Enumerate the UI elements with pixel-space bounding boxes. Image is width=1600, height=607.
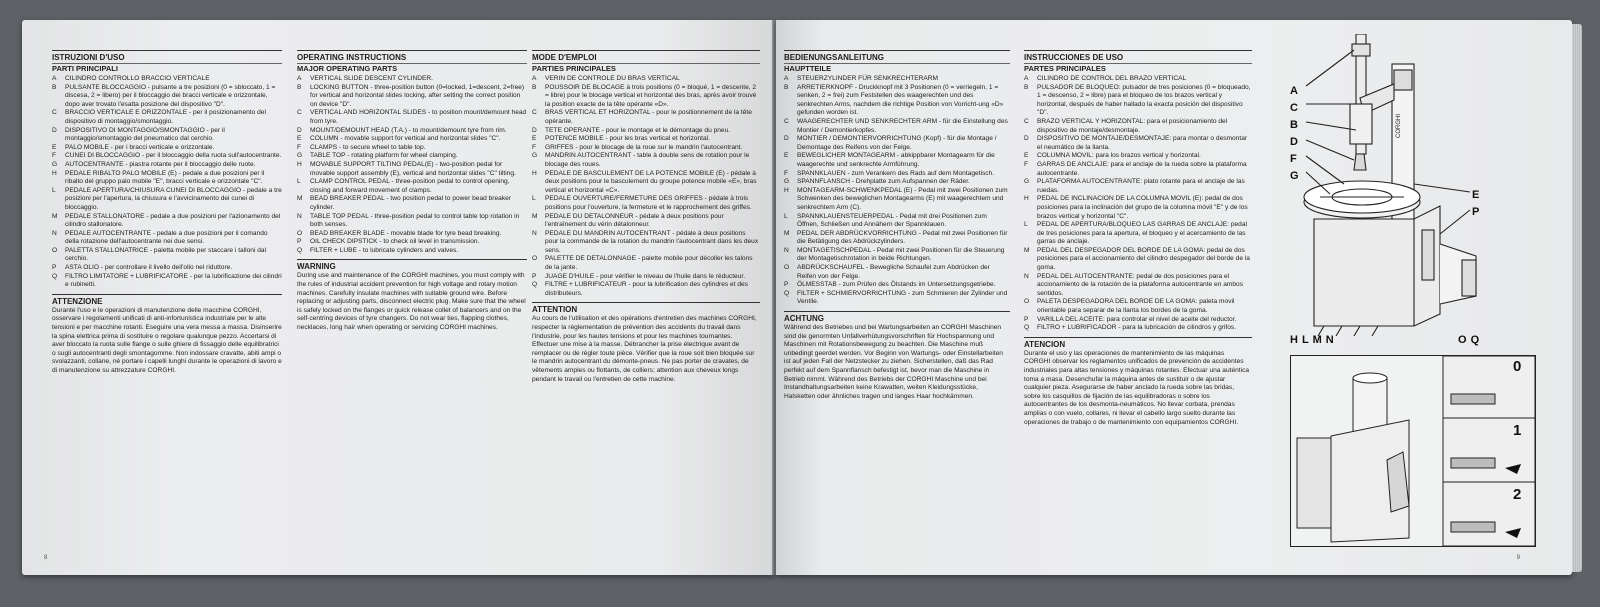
part-letter: B [52,83,57,91]
parts-list-item [1024,178,1252,195]
part-letter: Q [297,246,303,254]
warning-heading: ATENCION [1024,337,1252,350]
tyre-changer-illustration [1290,34,1486,344]
part-description: BRACCIO VERTICALE E ORIZZONTALE - per il posizionamento del dispositivo di montaggio/smontaggio. [65,109,266,125]
part-description: PEDALE DU DETALONNEUR - pédale à deux positions pour l'entraînement du vérin détalonneur. [545,212,724,229]
part-letter: N [297,212,302,220]
part-letter: G [1024,178,1030,186]
part-letter: C [784,117,789,125]
part-description: SPANNKLAUENSTEUERPEDAL - Pedal mit drei Positionen zum Öffnen, Schließen und Annähern der Spannklauen. [797,212,987,229]
parts-list-item [297,213,527,230]
parts-list-item [1024,316,1252,325]
part-letter: G [52,160,58,168]
part-letter: C [52,109,57,117]
part-description: BRAZO VERTICAL Y HORIZONTAL: para el posicionamiento del dispositivo de montaje/desmontaje. [1037,117,1228,134]
part-letter: F [784,169,789,177]
parts-list-item [297,84,527,110]
column-spanish [1024,50,1252,427]
part-letter: P [1024,315,1029,323]
parts-list-item [297,144,527,153]
part-letter: M [1024,246,1030,254]
part-letter: G [784,178,790,186]
part-letter: N [1024,272,1029,280]
warning-text: Durante l'uso e le operazioni di manutenzione delle macchine CORGHI, osservare i regolamenti unificati di anti-infortunistica industriale per le alte tensioni e per macchine rotanti. Eseguire una vera messa a massa. Disinserire la spina elettrica prima di sostituire o regolare qualunque pezzo. Accertarsi di aver bloccato la ruota sulle flange o sulle ghiere di fissaggio delle equilibratrici o sugli autocentranti degli smontagomme. Non indossare cravatte, abiti ampi o svolazzanti, collane, né portare i capelli lunghi durante le operazioni di lavoro e di manutenzione su attrezzature CORGHI. [52,306,282,374]
part-description: BRAS VERTICAL ET HORIZONTAL - pour le positionnement de la tête opérante. [545,109,752,125]
part-description: PEDALE AUTOCENTRANTE - pedale a due posizioni per il comando della rotazione dell'autocentrante nei due sensi. [65,229,268,246]
parts-list-item [297,247,527,256]
part-description: BEAD BREAKER PEDAL - two position pedal to power bead breaker cylinder. [310,195,511,211]
part-letter: D [784,135,789,143]
part-letter: L [52,186,56,194]
figure-labels-bottom-right: O Q [1458,334,1480,346]
part-description: OIL CHECK DIPSTICK - to check oil level in transmission. [310,238,480,246]
parts-list-item [52,127,282,144]
column-heading: INSTRUCCIONES DE USO [1024,50,1252,63]
column-english [297,50,527,333]
label-g: G [1290,170,1299,182]
parts-list-item [52,109,282,126]
warning-text: Während des Betriebes und bei Wartungsarbeiten an CORGHI Maschinen sind die genormten Unfallverhütungsvorschriften für Hochspannung und Maschinen mit Rotationsbewegung zu beachten. Die Maschine muß unbedingt geerdet werden. Vor Beginn von Wartungs- oder Einstellarbeiten ist auf jeden Fall der Netzstecker zu ziehen. Sicherstellen, daß das Rad perfekt auf dem Spannflansch befestigt ist, bevor man die Maschine in Betrieb nimmt. Während des Betriebs der CORGHI Maschine und bei Instandhaltungsarbeiten keine Krawatten, weiten Kleidungsstücke, Halsketten oder ähnliches tragen und langes Haar hochkämmen. [784,324,1003,400]
parts-list [297,75,527,255]
part-description: POTENCE MOBILE - pour les bras vertical et horizontal. [545,135,710,143]
label-c: C [1290,102,1298,114]
part-description: FILTRO LIMITATORE + LUBRIFICATORE - per la lubrificazione dei cilindri e rubinetti. [65,272,282,289]
parts-list-item [297,238,527,247]
part-description: PALO MOBILE - per i bracci verticale e orizzontale. [65,143,215,151]
column-heading: ISTRUZIONI D'USO [52,50,282,63]
warning-text: Au cours de l'utilisation et des opérations d'entretien des machines CORGHI, respecter la réglementation de prévention des accidents du travail dans l'industrie, pour les hautes tensions et pour les machines tournantes. Effectuer une mise à la masse. Débrancher la prise électrique avant de remplacer ou de régler toute pièce. Vérifier que la roue soit bien bloquée sur le mandrin autocentrant du démonte-pneus. Ne pas porter de cravates, de vêtements amples ou flottants, de colliers; attention aux cheveux longs pendant le travail ou l'entretien de cette machine. [532,315,757,383]
warning-heading: ATTENTION [532,302,760,315]
parts-list [784,75,1010,307]
parts-list-item [784,264,1010,281]
parts-list-item [297,178,527,195]
figure-labels-left [1290,83,1304,185]
part-description: FILTER + LUBE - to lubricate cylinders and valves. [310,246,459,254]
part-letter: G [297,152,303,160]
left-page [22,20,774,575]
part-letter: D [297,126,302,134]
part-description: AUTOCENTRANTE - piastra rotante per il bloccaggio delle ruote. [65,160,256,168]
part-description: MOVABLE SUPPORT TILTING PEDAL(E) - two-position pedal for movable support assembly (E), vertical and horizontal slides "C" tilting. [310,160,516,177]
part-letter: N [784,246,789,254]
part-letter: P [297,238,302,246]
part-description: FILTRO + LUBRIFICADOR - para la lubricación de cilindros y grifos. [1037,324,1237,332]
parts-list-item [532,255,760,272]
part-description: CLAMPS - to secure wheel to table top. [310,143,426,151]
parts-list-item [532,127,760,136]
part-letter: F [297,143,302,151]
parts-list-item [784,187,1010,213]
part-letter: D [1024,135,1029,143]
part-letter: A [784,75,789,82]
part-description: VARILLA DEL ACEITE: para controlar el nivel de aceite del reductor. [1037,315,1237,323]
part-letter: Q [532,281,538,289]
part-letter: F [532,143,537,151]
part-description: TETE OPERANTE - pour le montage et le démontage du pneu. [545,126,731,134]
parts-list-item [532,109,760,126]
parts-list-item [297,109,527,126]
warning-heading: ACHTUNG [784,311,1010,324]
parts-list-item [1024,161,1252,178]
part-letter: Q [1024,324,1030,332]
parts-list-item [1024,118,1252,135]
part-description: PULSANTE BLOCCAGGIO - pulsante a tre posizioni (0 = sbloccato, 1 = discesa, 2 = libero) per il bloccaggio dei bracci verticale e orizzontale, dopo aver trovato l'esatta posizione del dispositivo "D". [65,83,276,108]
part-letter: E [52,143,57,151]
parts-list-item [784,247,1010,264]
part-letter: B [1024,83,1029,91]
part-description: PEDAL DEL AUTOCENTRANTE: pedal de dos posiciones para el accionamiento de la rotación de la plataforma autocentrante en ambos sentidos. [1037,272,1243,297]
label-e: E [1472,189,1480,201]
parts-list [1024,75,1252,333]
part-letter: M [52,212,58,220]
parts-list-item [52,247,282,264]
page-number-right: 9 [1516,555,1520,561]
parts-list-item [1024,84,1252,118]
part-description: MONTAGETISCHPEDAL - Pedal mit zwei Positionen für die Steuerung der Montagetischrotation in beide Richtungen. [797,246,1005,263]
part-description: TABLE TOP - rotating platform for wheel clamping. [310,152,458,160]
parts-list-item [784,118,1010,135]
parts-list-item [1024,324,1252,333]
parts-list-item [532,230,760,256]
part-description: DISPOSITIVO DE MONTAJE/DESMONTAJE: para montar o desmontar el neumático de la llanta. [1037,135,1248,151]
part-description: MONTIER / DEMONTIERVORRICHTUNG (Kopf) - für die Montage / Demontage des Reifens von der Felge. [797,135,997,151]
part-letter: C [297,109,302,117]
part-description: VERTICAL AND HORIZONTAL SLIDES - to position mount/demount head from tyre. [310,109,527,125]
parts-list-item [52,144,282,153]
part-description: VERTICAL SLIDE DESCENT CYLINDER. [310,75,433,82]
part-description: PEDALE DE BASCULEMENT DE LA POTENCE MOBILE (E) - pédale à deux positions pour le basculement du groupe potence mobile «E», bras vertical et horizontal «C». [545,169,757,194]
part-letter: M [532,212,538,220]
parts-list-item [784,152,1010,169]
part-description: DISPOSITIVO DI MONTAGGIO/SMONTAGGIO - per il montaggio/smontaggio del pneumatico dal cerchio. [65,126,225,143]
parts-list-item [52,84,282,110]
part-letter: Q [784,289,790,297]
parts-list-item [297,195,527,212]
label-p: P [1472,206,1480,218]
part-description: TABLE TOP PEDAL - three-position pedal to control table top rotation in both senses. [310,212,520,229]
parts-list-item [52,264,282,273]
part-letter: M [784,229,790,237]
page-edges [1572,24,1582,572]
parts-subheading: PARTI PRINCIPALI [52,63,282,74]
parts-list-item [297,152,527,161]
part-letter: A [1024,75,1029,82]
part-letter: L [784,212,788,220]
part-description: PEDAL DE APERTURA/BLOQUEO LAS GARRAS DE ANCLAJE: pedal de tres posiciones para la apertura, el bloqueo y el acercamiento de las garras de anclaje. [1037,221,1247,246]
part-description: PEDAL DER ABDRÜCKVORRICHTUNG - Pedal mit zwei Positionen für die Betätigung des Abdrückzylinders. [797,229,1008,246]
parts-list-item [297,75,527,84]
part-description: CILINDRO DE CONTROL DEL BRAZO VERTICAL [1037,75,1187,82]
parts-subheading: PARTIES PRINCIPALES [532,63,760,74]
parts-list-item [784,84,1010,118]
part-description: ARRETIERKNOPF - Druckknopf mit 3 Positionen (0 = verriegeln, 1 = senken, 2 = frei) zum Feststellen des waagerechten und des senkrechten Arms, nachdem die richtige Position von Vorricht-ung «D» gefunden worden ist. [797,83,1004,117]
part-description: PALETA DESPEGADORA DEL BORDE DE LA GOMA: paleta movil orientable para separar de la llanta los bordes de la goma. [1037,298,1235,315]
part-letter: H [52,169,57,177]
parts-list-item [784,170,1010,179]
parts-list-item [297,230,527,239]
parts-list-item [532,281,760,298]
parts-subheading: MAJOR OPERATING PARTS [297,63,527,74]
part-description: SPANNKLAUEN - zum Verankern des Rads auf dem Montagetisch. [797,169,995,177]
part-letter: A [532,75,537,82]
parts-list [532,75,760,298]
parts-list-item [784,135,1010,152]
part-letter: L [297,178,301,186]
part-description: POUSSOIR DE BLOCAGE à trois positions (0 = bloqué, 1 = descente, 2 = libre) pour le blocage vertical et horizontal des bras, après avoir trouvé la position exacte de la tête opérante «D». [545,83,757,108]
parts-list-item [52,187,282,213]
detail-position-0: 0 [1513,358,1522,375]
column-italian [52,50,282,376]
part-letter: Q [52,272,58,280]
column-french [532,50,760,384]
parts-list-item [1024,135,1252,152]
part-description: PLATAFORMA AUTOCENTRANTE: plato rotante para el anclaje de las ruedas. [1037,178,1245,194]
part-description: JUAGE D'HUILE - pour vérifier le niveau de l'huile dans le réducteur. [545,272,746,280]
parts-list-item [532,144,760,153]
parts-list-item [297,135,527,144]
part-description: ASTA OLIO - per controllare il livello dell'olio nel riduttore. [65,264,233,272]
part-description: SPANNFLANSCH - Drehplatte zum Aufspannen der Räder. [797,178,970,186]
valve-detail-figure [1290,355,1536,547]
part-letter: L [1024,221,1028,229]
detail-position-2: 2 [1513,486,1522,503]
parts-list-item [1024,195,1252,221]
part-description: WAAGERECHTER UND SENKRECHTER ARM - für die Einstellung des Montier / Demontierkopfes. [797,117,1008,134]
part-description: PEDALE DU MANDRIN AUTOCENTRANT - pédale à deux positions pour la commande de la rotation du mandrin l'autocentrant dans les deux sens. [545,229,759,254]
part-letter: H [297,160,302,168]
part-letter: B [784,83,789,91]
part-letter: C [532,109,537,117]
part-letter: O [532,255,538,263]
parts-list-item [532,273,760,282]
parts-list-item [784,75,1010,84]
parts-list-item [532,195,760,212]
part-description: PEDALE RIBALTO PALO MOBILE (E) - pedale a due posizioni per il ribalto del gruppo palo mobile "E", bracci verticale e orizzontale "C". [65,169,265,186]
column-heading: BEDIENUNGSANLEITUNG [784,50,1010,63]
part-letter: F [52,152,57,160]
parts-list-item [1024,75,1252,84]
part-description: PEDALE OUVERTURE/FERMETURE DES GRIFFES - pédale à trois positions pour l'ouverture, la fermeture et le rapprochement des griffes. [545,195,752,211]
warning-text: During use and maintenance of the CORGHI machines, you must comply with the rules of industrial accident prevention for high voltage and rotary motion machines. Carefully insulate machines with suitable ground wire. Before replacing or adjusting parts, disconnect electric plug. Make sure that the wheel is safely locked on the flanges or quick release collet of balancers and on the self-centring devices of tyre changers. Do not wear ties, flapping clothes, necklaces, long hair when operating or servicing CORGHI machines. [297,272,526,332]
warning-heading: WARNING [297,259,527,272]
part-description: PEDALE APERTURA/CHIUSURA CUNEI DI BLOCCAGGIO - pedale a tre posizioni per l'apertura, la chiusura e l'avvicinamento dei cunei di bloccaggio. [65,186,282,211]
parts-list-item [532,152,760,169]
part-letter: H [532,169,537,177]
detail-position-1: 1 [1513,422,1522,439]
parts-list [52,75,282,290]
label-a: A [1290,85,1298,97]
parts-list-item [784,178,1010,187]
parts-list-item [297,161,527,178]
parts-list-item [532,135,760,144]
figure-labels-bottom-left: H L M N [1290,334,1334,346]
part-description: ÖLMESSTAB - zum Prüfen des Ölstands im Untersetzungsgetriebe. [797,281,996,289]
part-letter: E [532,135,537,143]
parts-list-item [297,127,527,136]
label-d: D [1290,136,1298,148]
parts-list-item [784,230,1010,247]
part-description: MONTAGEARM-SCHWENKPEDAL (E) - Pedal mit zwei Positionen zum Schwenken des beweglichen Montagearms (E) mit waagerechtem und senkrechtem Arm (C). [797,186,1008,211]
part-letter: O [297,229,303,237]
parts-list-item [52,75,282,84]
parts-subheading: PARTES PRINCIPALES [1024,63,1252,74]
part-letter: E [297,135,302,143]
part-description: LOCKING BUTTON - three-position button (0=locked, 1=descent, 2=free) for vertical and horizontal slides locking, after setting the correct position on device "D". [310,83,525,108]
parts-list-item [532,213,760,230]
part-description: GRIFFES - pour le blocage de la roue sur le mandrin l'autocentrant. [545,143,743,151]
part-description: FILTRE + LUBRIFICATEUR - pour la lubrification des cylindres et des distributeurs. [545,281,748,297]
part-description: GARRAS DE ANCLAJE: para el anclaje de la rueda sobre la plataforma autocentrante. [1037,160,1247,177]
part-description: ABDRÜCKSCHAUFEL - Bewegliche Schaufel zum Abdrücken der Reifen von der Felge. [797,264,990,280]
part-description: PALETTE DE DETALONNAGE - palette mobile pour décoller les talons de la jante. [545,255,753,272]
parts-list-item [52,273,282,290]
part-description: MOUNT/DEMOUNT HEAD (T.A.) - to mount/demount tyre from rim. [310,126,507,134]
warning-heading: ATTENZIONE [52,294,282,307]
part-description: STEUERZYLINDER FÜR SENKRECHTERARM [797,75,939,82]
warning-text: Durante el uso y las operaciones de mantenimiento de las máquinas CORGHI observar los reglamentos unificados de prevención de accidentes industriales para altas tensiones y máquinas rotantes. Efectuar una auténtica toma a masa. Desenchufar la máquina antes de sustituir o de ajustar cualquier pieza. Asegurarse de haber anclado la rueda sobre las bridas, sobre los casquillos de fijación de las equilibradoras o sobre los autocentrantes de los desmonta-neumáticos. No llevar corbata, prendas amplias o con vuelo, collares, ni llevar el cabello largo suelto durante las operaciones de trabajo o de mantenimiento con equipamientos CORGHI. [1024,349,1250,426]
part-letter: L [532,195,536,203]
figure-labels-right [1472,187,1486,221]
part-description: CUNEI DI BLOCCAGGIO - per il bloccaggio della ruota sull'autocentrante. [65,152,282,160]
part-description: PEDAL DEL DESPEGADOR DEL BORDE DE LA GOMA: pedal de dos posiciones para el accionamiento del cilindro despegador del borde de la goma. [1037,246,1250,272]
parts-list-item [532,75,760,84]
parts-list-item [1024,152,1252,161]
parts-list-item [1024,273,1252,299]
parts-list-item [52,170,282,187]
part-description: VERIN DE CONTROLE DU BRAS VERTICAL [545,75,680,82]
part-description: PULSADOR DE BLOQUEO: pulsador de tres posiciones (0 = bloqueado, 1 = descenso, 2 = libre) para el bloqueo de los brazos vertical y horizontal, después de haber hallado la exacta posición del dispositivo "D". [1037,83,1251,117]
part-letter: C [1024,117,1029,125]
part-letter: O [52,246,58,254]
column-heading: MODE D'EMPLOI [532,50,760,63]
part-letter: P [532,272,537,280]
parts-list-item [1024,221,1252,247]
part-description: CLAMP CONTROL PEDAL - three-position pedal to control opening, closing and forward movement of clamps. [310,178,510,194]
part-letter: B [532,83,537,91]
parts-list-item [1024,247,1252,273]
part-letter: E [784,152,789,160]
part-letter: H [1024,195,1029,203]
part-description: PALETTA STALLONATRICE - paletta mobile per staccare i talloni dal cerchio. [65,246,267,263]
parts-list-item [784,290,1010,307]
part-description: COLUMN - movable support for vertical and horizontal slides "C". [310,135,501,143]
column-german [784,50,1010,401]
label-b: B [1290,119,1298,131]
part-description: COLUMNA MOVIL: para los brazos vertical y horizontal. [1037,152,1201,160]
part-letter: A [52,75,57,82]
part-letter: M [297,195,303,203]
parts-list-item [52,213,282,230]
page-number-left: 8 [44,555,48,561]
part-letter: O [784,264,790,272]
detail-drawing [1291,356,1535,546]
parts-list-item [1024,298,1252,315]
part-description: MANDRIN AUTOCENTRANT - table à double sens de rotation pour le blocage des roues. [545,152,750,168]
part-description: BEWEGLICHER MONTAGEARM - abkippbarer Montagearm für die waagerechte und senkrechte Armführung. [797,152,995,168]
parts-list-item [784,213,1010,230]
part-letter: H [784,186,789,194]
parts-list-item [52,161,282,170]
part-letter: N [532,229,537,237]
parts-subheading: HAUPTTEILE [784,63,1010,74]
part-letter: F [1024,160,1029,168]
part-letter: B [297,83,302,91]
label-f: F [1290,153,1297,165]
parts-list-item [784,281,1010,290]
part-description: FILTER + SCHMIERVORRICHTUNG - zum Schmieren der Zylinder und Ventile. [797,289,1008,306]
part-letter: E [1024,152,1029,160]
parts-list-item [52,152,282,161]
parts-list-item [532,84,760,110]
column-heading: OPERATING INSTRUCTIONS [297,50,527,63]
brand-logo: CORGHI [1396,114,1402,138]
part-letter: D [532,126,537,134]
parts-list-item [52,230,282,247]
part-letter: P [784,281,789,289]
part-description: PEDAL DE INCLINACION DE LA COLUMNA MOVIL (E): pedal de dos posiciones para la inclinación del grupo de la columna móvil "E" y de los brazos vertical y horizontal "C". [1037,195,1248,220]
part-description: BEAD BREAKER BLADE - movable blade for tyre bead breaking. [310,229,502,237]
parts-list-item [532,170,760,196]
part-letter: P [52,264,57,272]
part-letter: D [52,126,57,134]
part-letter: A [297,75,302,82]
part-letter: G [532,152,538,160]
part-letter: O [1024,298,1030,306]
part-letter: N [52,229,57,237]
part-description: CILINDRO CONTROLLO BRACCIO VERTICALE [65,75,210,82]
part-description: PEDALE STALLONATORE - pedale a due posizioni per l'azionamento del cilindro stallonatore. [65,212,281,229]
